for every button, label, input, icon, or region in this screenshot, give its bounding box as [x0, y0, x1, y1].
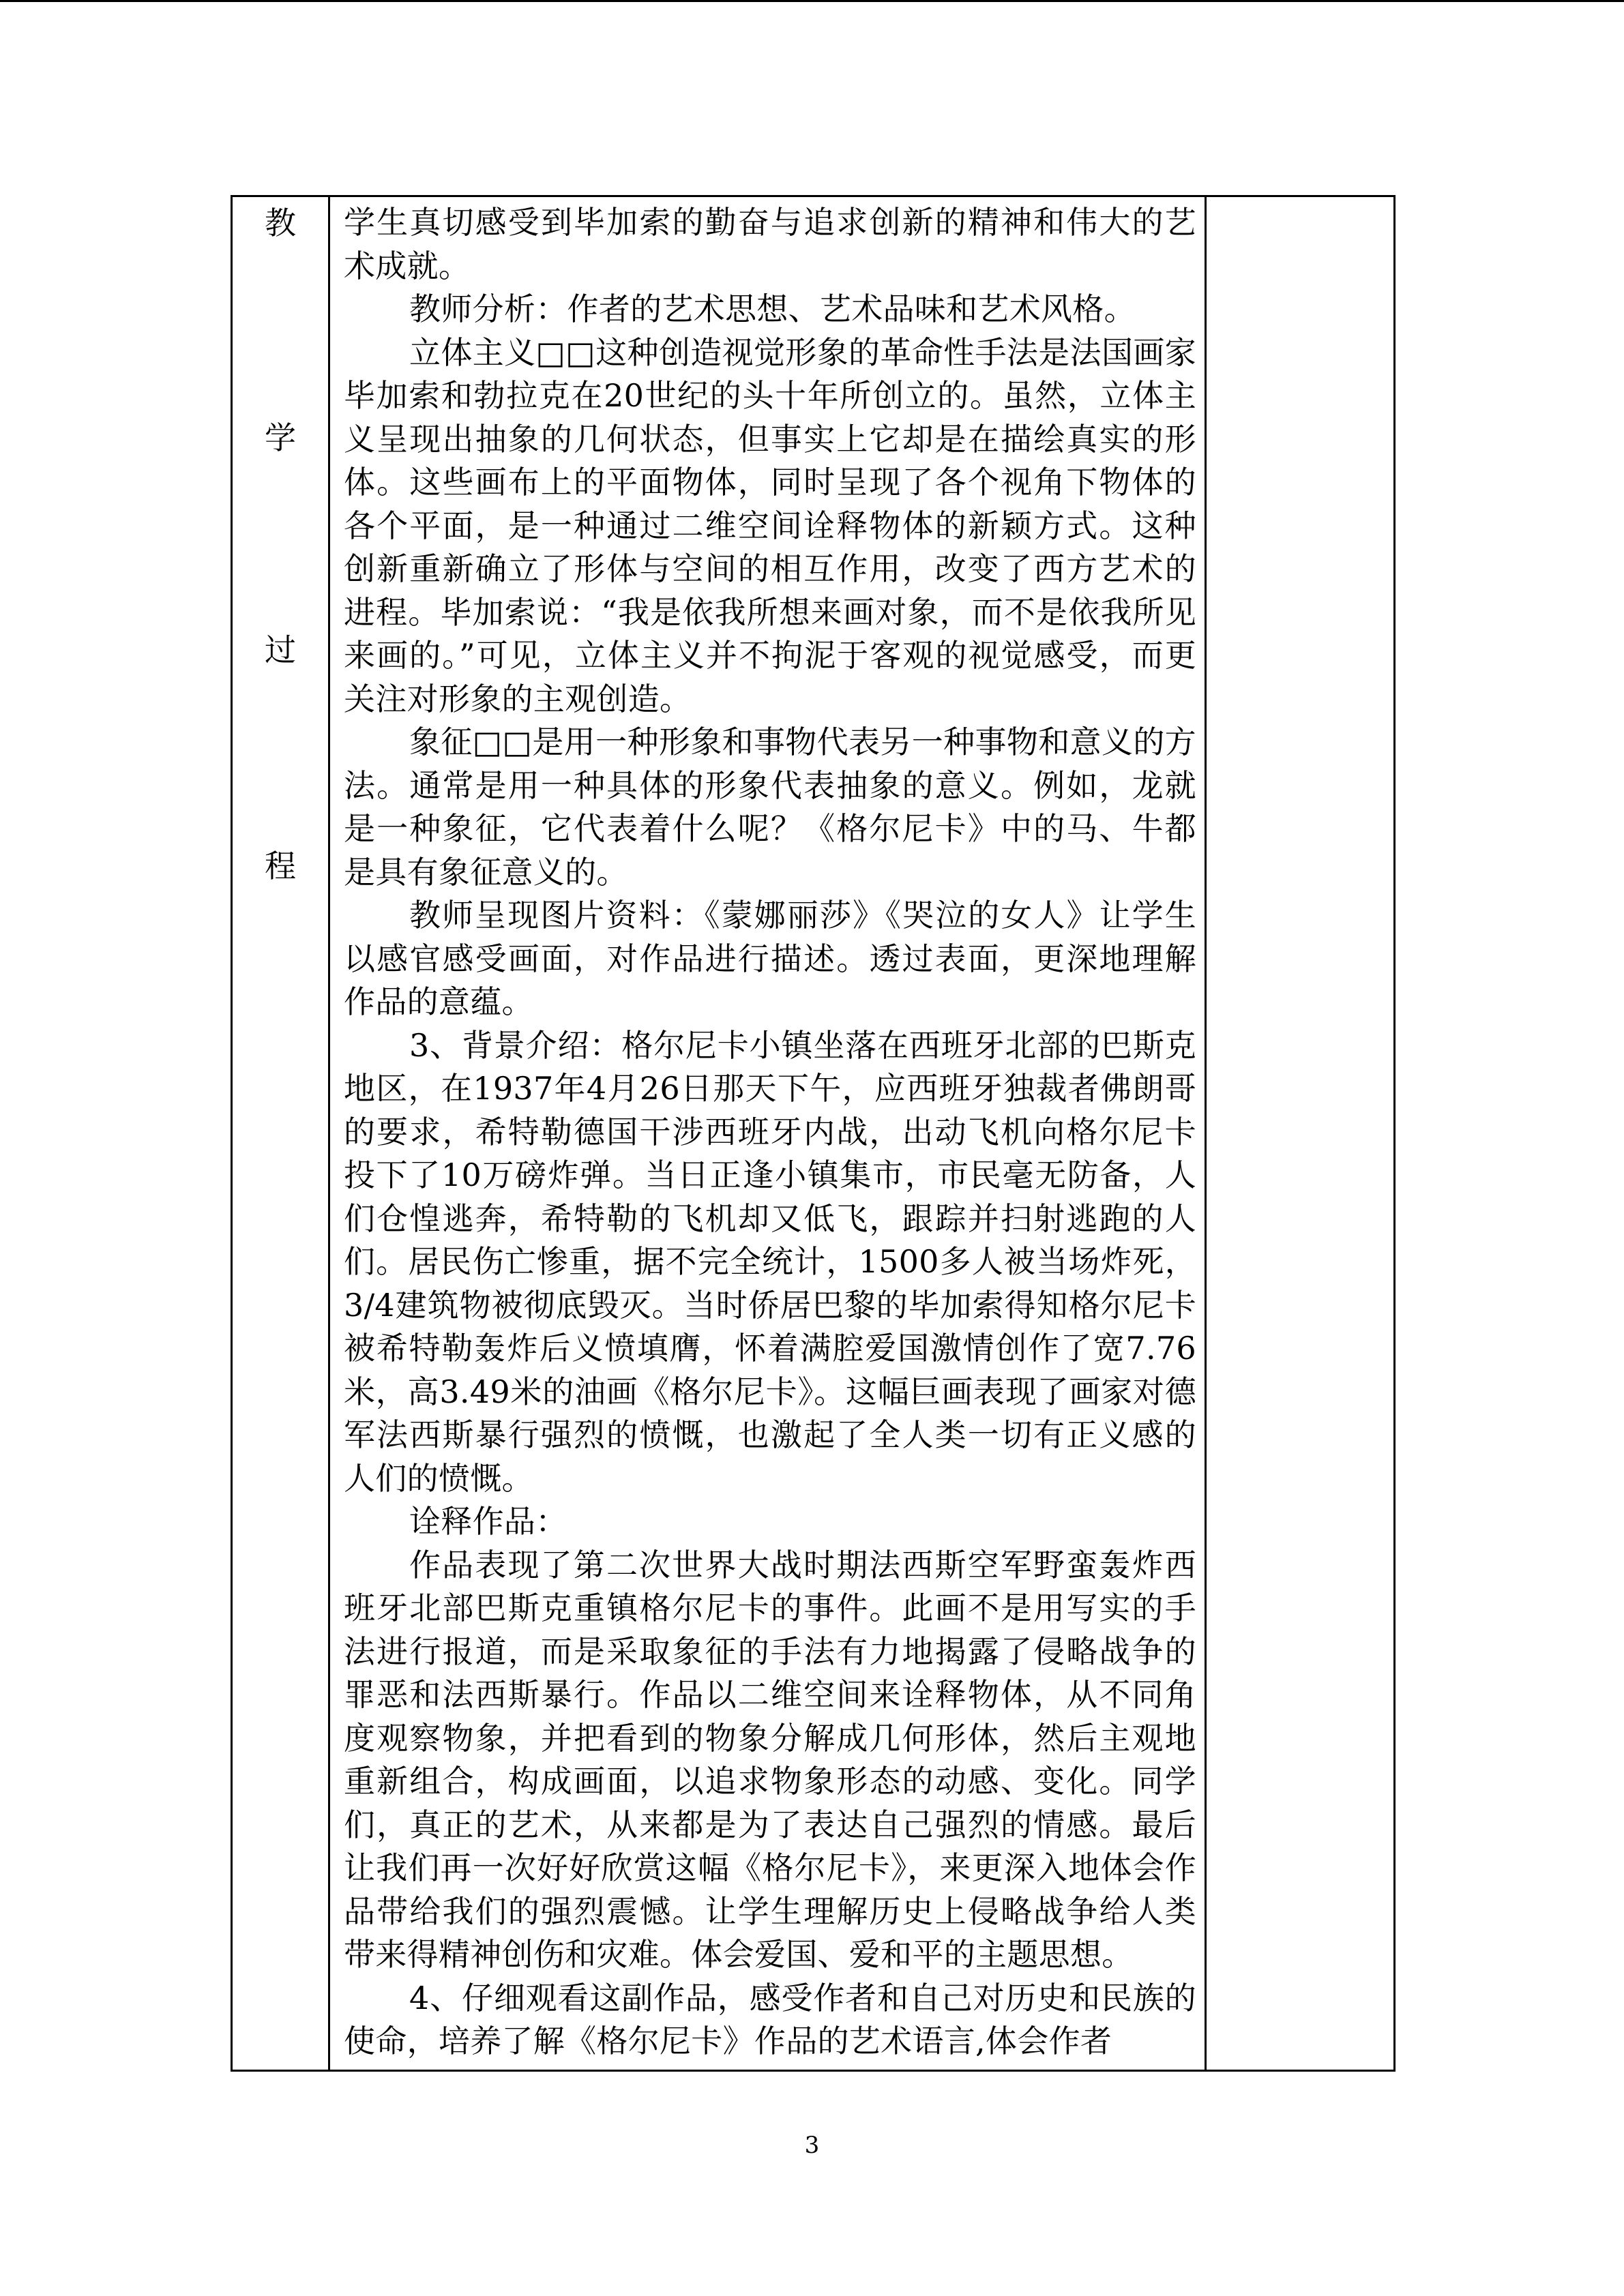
section-label-char: 过 [265, 631, 296, 668]
table-row [232, 196, 1395, 2071]
paragraph: 3、背景介绍：格尔尼卡小镇坐落在西班牙北部的巴斯克地区，在1937年4月26日那天下午，应西班牙独裁者佛朗哥的要求，希特勒德国干涉西班牙内战，出动飞机向格尔尼卡投下了10万磅炸弹。当日正逢小镇集市，市民毫无防备，人们仓惶逃奔，希特勒的飞机却又低飞，跟踪并扫射逃跑的人们。居民伤亡惨重，据不完全统计，1500多人被当场炸死，3/4建筑物被彻底毁灭。当时侨居巴黎的毕加索得知格尔尼卡被希特勒轰炸后义愤填膺，怀着满腔爱国激情创作了宽7.76米，高3.49米的油画《格尔尼卡》。这幅巨画表现了画家对德军法西斯暴行强烈的愤慨，也激起了全人类一切有正义感的人们的愤慨。 [344, 1026, 1196, 1497]
content-cell [329, 196, 1206, 2071]
notes-cell [1206, 196, 1395, 2071]
section-label-char: 学 [265, 419, 296, 456]
section-label [233, 197, 328, 2070]
paragraph: 象征□□是用一种形象和事物代表另一种事物和意义的方法。通常是用一种具体的形象代表抽象的意义。例如，龙就是一种象征，它代表着什么呢？《格尔尼卡》中的马、牛都是具有象征意义的。 [344, 724, 1196, 891]
page-number: 3 [804, 2132, 820, 2159]
lesson-content [330, 197, 1205, 2063]
paragraph: 诠释作品： [409, 1503, 567, 1540]
page-top-rule [0, 0, 1624, 2]
section-label-char: 程 [265, 848, 296, 884]
lesson-plan-table [231, 195, 1396, 2072]
paragraph: 教师呈现图片资料：《蒙娜丽莎》《哭泣的女人》让学生以感官感受画面，对作品进行描述。透过表面，更深地理解作品的意蕴。 [344, 897, 1196, 1020]
paragraph: 4、仔细观看这副作品，感受作者和自己对历史和民族的使命，培养了解《格尔尼卡》作品的艺术语言,体会作者 [344, 1979, 1196, 2059]
section-label-char: 教 [265, 205, 296, 241]
paragraph: 作品表现了第二次世界大战时期法西斯空军野蛮轰炸西班牙北部巴斯克重镇格尔尼卡的事件。此画不是用写实的手法进行报道，而是采取象征的手法有力地揭露了侵略战争的罪恶和法西斯暴行。作品以二维空间来诠释物体，从不同角度观察物象，并把看到的物象分解成几何形体，然后主观地重新组合，构成画面，以追求物象形态的动感、变化。同学们，真正的艺术，从来都是为了表达自己强烈的情感。最后让我们再一次好好欣赏这幅《格尔尼卡》，来更深入地体会作品带给我们的强烈震憾。让学生理解历史上侵略战争给人类带来得精神创伤和灾难。体会爱国、爱和平的主题思想。 [344, 1546, 1196, 1973]
paragraph: 立体主义□□这种创造视觉形象的革命性手法是法国画家毕加索和勃拉克在20世纪的头十年所创立的。虽然，立体主义呈现出抽象的几何状态，但事实上它却是在描绘真实的形体。这些画布上的平面物体，同时呈现了各个视角下物体的各个平面，是一种通过二维空间诠释物体的新颖方式。这种创新重新确立了形体与空间的相互作用，改变了西方艺术的进程。毕加索说：“我是依我所想来画对象，而不是依我所见来画的。”可见，立体主义并不拘泥于客观的视觉感受，而更关注对形象的主观创造。 [344, 333, 1196, 717]
paragraph: 学生真切感受到毕加索的勤奋与追求创新的精神和伟大的艺术成就。 [344, 204, 1196, 284]
paragraph: 教师分析：作者的艺术思想、艺术品味和艺术风格。 [409, 290, 1136, 327]
section-label-cell [232, 196, 329, 2071]
